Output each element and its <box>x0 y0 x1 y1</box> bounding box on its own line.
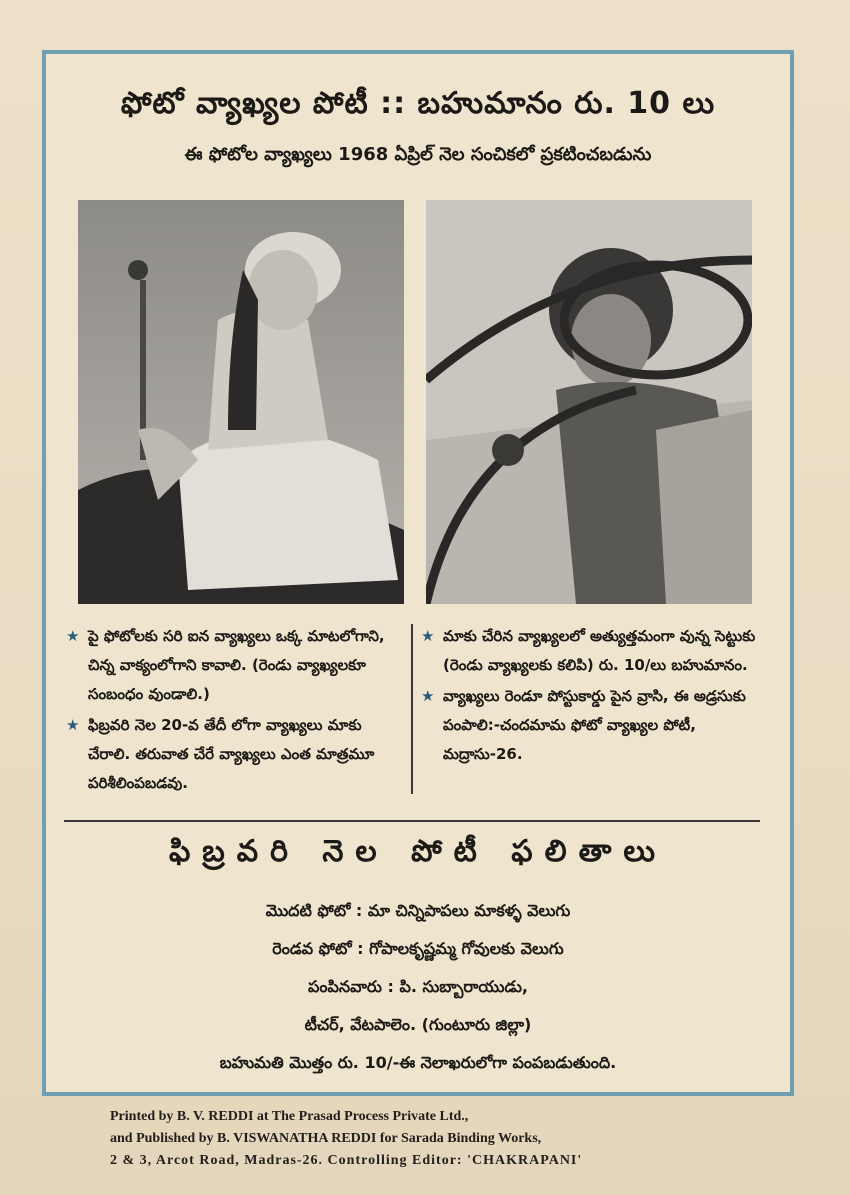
imprint-line-2: and Published by B. VISWANATHA REDDI for Sarada Binding Works, <box>110 1131 542 1146</box>
star-icon: ★ <box>421 627 435 645</box>
rule-item: ★ వ్యాఖ్యలు రెండూ పోస్టుకార్డు పైన వ్రాసి, ఈ అడ్రసుకు పంపాలి:-చందమామ ఫోటో వ్యాఖ్యల పోటీ, మద్రాసు-26. <box>421 682 761 769</box>
imprint-footer <box>110 1106 750 1172</box>
contest-title: ఫోటో వ్యాఖ్యల పోటీ :: బహుమానం రు. 10 లు <box>120 86 716 121</box>
winner-name: పంపినవారు : పి. సుబ్బారాయుడు, <box>308 977 528 996</box>
second-photo-result: రెండవ ఫోటో : గోపాలకృష్ణమ్మ గోవులకు వెలుగు <box>272 939 564 958</box>
prize-note: బహుమతి మొత్తం రు. 10/-ఈ నెలాఖరులోగా పంపబడుతుంది. <box>219 1053 617 1072</box>
star-icon: ★ <box>66 627 80 645</box>
rule-item: ★ పై ఫోటోలకు సరి ఐన వ్యాఖ్యలు ఒక్క మాటలోగాని, చిన్న వాక్యంలోగాని కావాలి. (రెండు వ్యాఖ్యలకూ సంబంధం వుండాలి.) <box>66 622 406 709</box>
section-divider <box>64 820 760 822</box>
winner-address: టీచర్, వేటపాలెం. (గుంటూరు జిల్లా) <box>304 1015 532 1034</box>
rule-item: ★ ఫిబ్రవరి నెల 20-వ తేదీ లోగా వ్యాఖ్యలు మాకు చేరాలి. తరువాత చేరే వ్యాఖ్యలు ఎంత మాత్రమూ పరిశీలింపబడవు. <box>66 711 406 798</box>
column-divider <box>411 624 413 794</box>
photo-boy-with-hoop <box>426 200 752 604</box>
star-icon: ★ <box>421 687 435 705</box>
results-block <box>46 892 790 1082</box>
first-photo-result: మొదటి ఫోటో : మా చిన్నిపాపలు మాకళ్ళ వెలుగు <box>265 901 571 920</box>
results-title: ఫిబ్రవరి నెల పోటీ ఫలితాలు <box>168 834 668 869</box>
photo-girl-sitting <box>78 200 404 604</box>
contest-subtitle: ఈ ఫోటోల వ్యాఖ్యలు 1968 ఏప్రిల్ నెల సంచికలో ప్రకటించబడును <box>184 144 652 165</box>
rule-item: ★ మాకు చేరిన వ్యాఖ్యలలో అత్యుత్తమంగా వున్న సెట్టుకు (రెండు వ్యాఖ్యలకు కలిపి) రు. 10/లు బహుమానం. <box>421 622 761 680</box>
imprint-line-1: Printed by B. V. REDDI at The Prasad Process Private Ltd., <box>110 1109 469 1124</box>
rules-right-column <box>421 622 761 771</box>
imprint-line-3: 2 & 3, Arcot Road, Madras-26. Controlling Editor: 'CHAKRAPANI' <box>110 1153 583 1168</box>
contest-frame <box>42 50 794 1096</box>
star-icon: ★ <box>66 716 80 734</box>
rules-left-column <box>66 622 406 800</box>
